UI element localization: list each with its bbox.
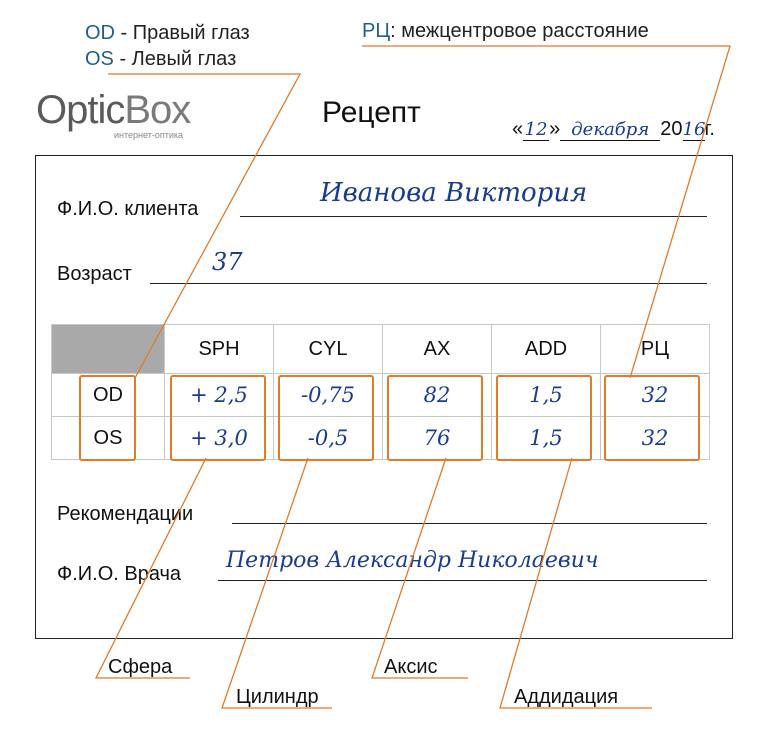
- os-ax-value: 76: [383, 417, 492, 460]
- logo-main-box: Box: [124, 88, 191, 132]
- legend-os-code: OS: [85, 48, 114, 70]
- os-pd-value: 32: [601, 417, 710, 460]
- od-add-value: 1,5: [492, 374, 601, 417]
- row-eye-os: OS: [52, 417, 165, 460]
- client-name-label: Ф.И.О. клиента: [57, 198, 199, 220]
- os-add-value: 1,5: [492, 417, 601, 460]
- date-day: 12: [524, 119, 548, 140]
- leader-pd-legend: [362, 46, 730, 378]
- legend-od-code: OD: [85, 22, 115, 44]
- recommendations-label: Рекомендации: [57, 503, 194, 525]
- od-cyl-value: -0,75: [274, 374, 383, 417]
- callout-sphere: Сфера: [108, 656, 173, 678]
- od-sph-value: + 2,5: [165, 374, 274, 417]
- doctor-name-label: Ф.И.О. Врача: [57, 563, 182, 585]
- leader-axis: [372, 458, 468, 678]
- od-ax-value: 82: [383, 374, 492, 417]
- col-header-cyl: CYL: [274, 325, 383, 374]
- col-header-add: ADD: [492, 325, 601, 374]
- age-label: Возраст: [57, 263, 132, 285]
- date-close-quote: »: [549, 118, 561, 140]
- client-name-value: Иванова Виктория: [320, 178, 588, 208]
- leader-cylinder: [222, 458, 332, 708]
- legend-od-text: - Правый глаз: [115, 22, 250, 44]
- leader-addition: [500, 458, 652, 708]
- date-year-suffix: 16: [682, 119, 706, 140]
- date-open-quote: «: [512, 118, 524, 140]
- leader-os-legend: [108, 74, 300, 378]
- callout-axis: Аксис: [384, 656, 438, 678]
- age-value: 37: [212, 248, 243, 276]
- callout-cylinder: Цилиндр: [236, 686, 319, 708]
- os-sph-value: + 3,0: [165, 417, 274, 460]
- os-cyl-value: -0,5: [274, 417, 383, 460]
- logo-main-optic: Optic: [36, 88, 125, 132]
- legend-pd-code: РЦ: [362, 20, 391, 42]
- col-header-ax: AX: [383, 325, 492, 374]
- logo-subtitle: интернет-оптика: [114, 130, 183, 140]
- legend-os-text: - Левый глаз: [113, 48, 237, 70]
- date-tail: г.: [704, 118, 715, 140]
- row-eye-od: OD: [52, 374, 165, 417]
- date-year-prefix: 20: [660, 118, 683, 140]
- doctor-name-value: Петров Александр Николаевич: [226, 548, 599, 573]
- col-header-sph: SPH: [165, 325, 274, 374]
- leader-sphere: [96, 458, 206, 678]
- od-pd-value: 32: [601, 374, 710, 417]
- page-title: Рецепт: [322, 96, 421, 129]
- legend-pd-text: : межцентровое расстояние: [390, 20, 649, 42]
- date-month: декабря: [560, 119, 660, 141]
- col-header-pd: РЦ: [601, 325, 710, 374]
- callout-addition: Аддидация: [514, 686, 619, 708]
